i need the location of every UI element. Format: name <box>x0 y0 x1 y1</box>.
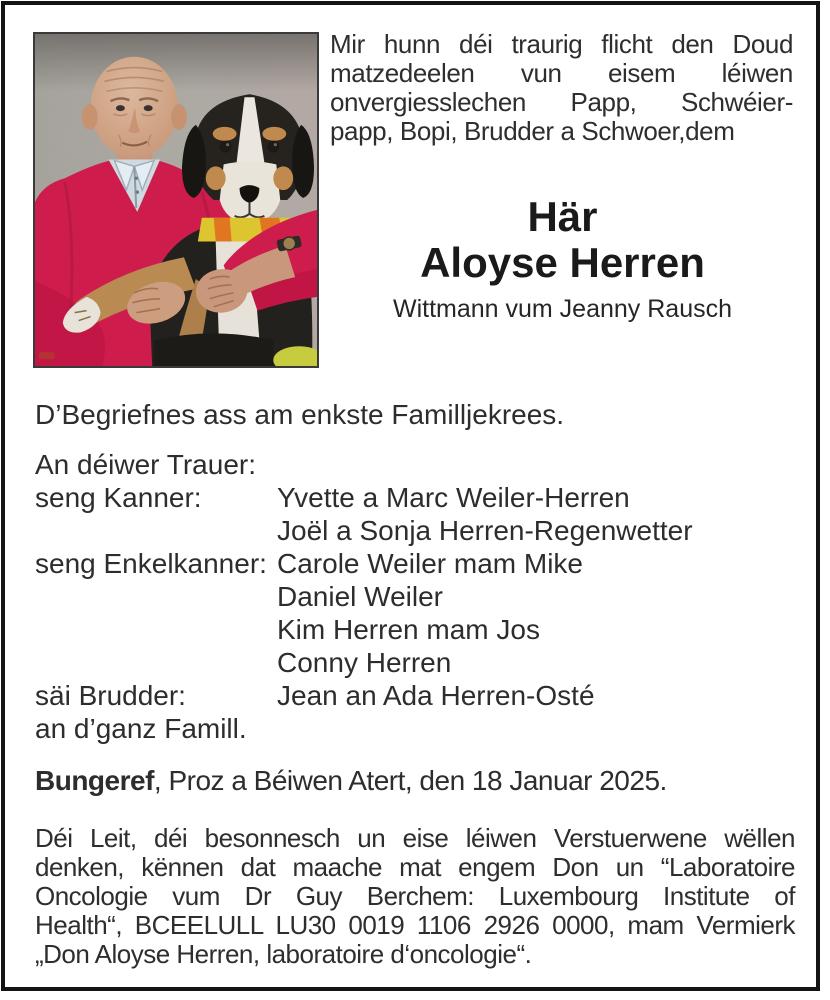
donation-line: Health“, BCEELULL LU30 0019 1106 2926 0000, mam Vermierk <box>35 910 795 940</box>
relative-name: Jean an Ada Herren-Osté <box>277 680 595 711</box>
donation-line: denken, kënnen dat maache mat engem Don un “Laboratoire <box>35 852 795 882</box>
donation-line: Déi Leit, déi besonnesch un eise léiwen Verstuerwene wëllen <box>35 823 795 853</box>
photo-illustration <box>35 34 317 366</box>
relative-name: Yvette a Marc Weiler-Herren <box>277 482 630 513</box>
relation-label: säi Brudder: <box>35 680 186 711</box>
intro-line: Mir hunn déi traurig flicht den Doud <box>330 29 793 59</box>
relative-name: Kim Herren mam Jos <box>277 614 540 645</box>
salutation: Här <box>527 193 598 240</box>
deceased-photo <box>33 32 319 368</box>
mourning-list <box>35 448 795 745</box>
deceased-name: Aloyse Herren <box>420 239 705 286</box>
relative-name: Conny Herren <box>277 647 452 678</box>
donation-paragraph <box>35 824 795 969</box>
title-block <box>330 194 795 324</box>
relative-name: Joël a Sonja Herren-Regenwetter <box>277 515 693 546</box>
mourning-row <box>35 679 795 712</box>
date-rest: , Proz a Béiwen Atert, den 18 Januar 2025. <box>153 765 667 796</box>
relation-label: seng Enkelkanner: <box>35 548 267 579</box>
relative-name: Carole Weiler mam Mike <box>277 548 583 579</box>
intro-line: papp, Bopi, Brudder a Schwoer,dem <box>330 116 735 146</box>
intro-line: matzedeelen vun eisem léiwen <box>330 58 793 88</box>
mourning-heading: An déiwer Trauer: <box>35 449 256 480</box>
mourning-footer: an d’ganz Famill. <box>35 713 247 744</box>
relative-name: Daniel Weiler <box>277 581 443 612</box>
donation-line: „Don Aloyse Herren, laboratoire d‘oncologie“. <box>35 939 532 969</box>
funeral-note: D’Begriefnes ass am enkste Familljekrees. <box>35 399 565 430</box>
intro-paragraph <box>330 30 793 146</box>
spouse-line: Wittmann vum Jeanny Rausch <box>392 295 733 323</box>
photo-watermark <box>39 352 55 359</box>
relation-label: seng Kanner: <box>35 482 202 513</box>
dateline <box>35 764 795 798</box>
place-name: Bungeref <box>35 765 154 796</box>
donation-line: Oncologie vum Dr Guy Berchem: Luxembourg Institute of <box>35 881 795 911</box>
mourning-row <box>35 481 795 547</box>
intro-line: onvergiesslechen Papp, Schwéier- <box>330 87 793 117</box>
mourning-row <box>35 547 795 679</box>
